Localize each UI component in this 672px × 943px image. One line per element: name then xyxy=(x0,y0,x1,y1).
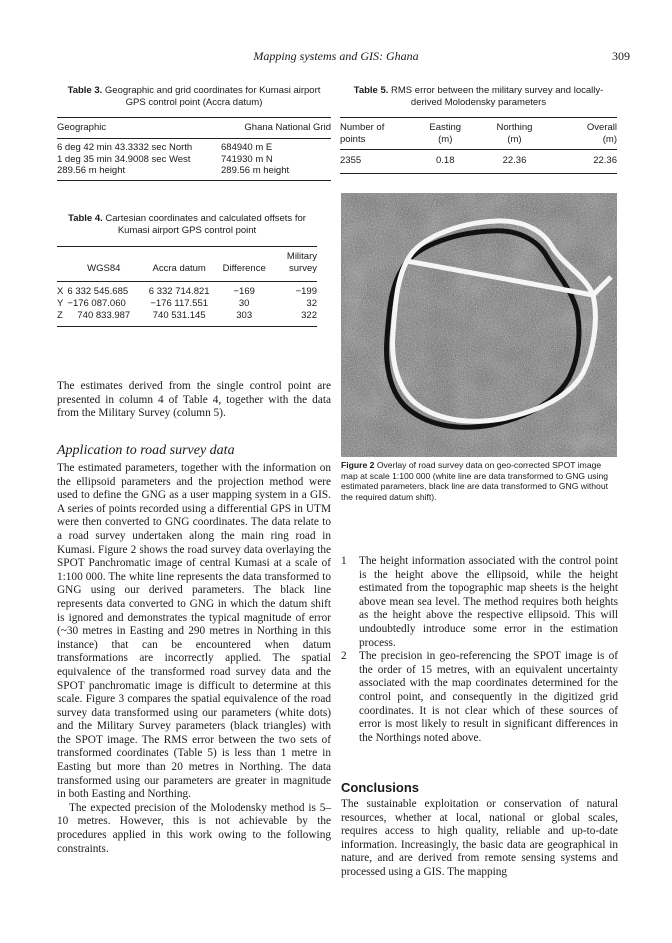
table-3-col-grid: Ghana National Grid xyxy=(244,122,331,133)
table-row xyxy=(57,165,331,177)
header-line: Overall xyxy=(586,122,617,133)
application-text xyxy=(57,462,331,856)
table-row xyxy=(57,298,317,310)
table-cell: 741930 m N xyxy=(221,153,273,165)
header-line: (m) xyxy=(602,133,617,145)
figure-2-image xyxy=(341,193,617,457)
table-4-bottom-rule xyxy=(57,326,317,327)
header-line: (m) xyxy=(438,133,453,145)
table-cell: 32 xyxy=(306,298,317,309)
table-4-col-survey: survey xyxy=(289,263,317,274)
table-3-col-geographic: Geographic xyxy=(57,122,107,133)
table-4-col-military: Military xyxy=(286,251,317,262)
table-row xyxy=(57,142,331,154)
table-4-caption-text: Cartesian coordinates and calculated offsets for Kumasi airport GPS control point xyxy=(105,213,306,236)
table-4-header xyxy=(57,251,317,275)
table-cell: 740 531.145 xyxy=(152,310,206,321)
estimates-paragraph xyxy=(57,380,331,421)
table-cell: 22.36 xyxy=(593,155,617,166)
list-item xyxy=(341,650,618,745)
table-cell: 2355 xyxy=(340,155,362,166)
table-cell: 740 833.987 xyxy=(77,310,131,321)
header-line: Northing xyxy=(496,122,533,133)
table-5-header-rule xyxy=(340,149,617,150)
table-cell: 22.36 xyxy=(502,155,527,166)
table-cell: 1 deg 35 min 34.9008 sec West xyxy=(57,153,191,165)
table-cell: X xyxy=(57,286,64,297)
paragraph-text: The estimated parameters, together with the information on the ellipsoid parameters and the projection method were used to define the GNG as a user mapping system in a GIS. A series of points recorded using a differential GPS in UTM were then converted to GNG coordinates. The data relate to a road survey undertaken along the main ring road in Kumasi. Figure 2 shows the road survey data overlaying the SPOT Panchromatic image of central Kumasi at a scale of 1:100 000. The white line represents the data transformed to GNG using our derived parameters. The black line represents data converted to GNG in which the datum shift is ignored and demonstrates the typical magnitude of error (~30 metres in Easting and 290 metres in Northing in this instance) that can be encountered when datum transformations are incorrectly applied. The spatial equivalence of the transformed road survey data and the SPOT panchromatic image is difficult to determine at this scale. Figure 3 compares the spatial equivalence of the road survey data transformed using our parameters (white dots) and the Military Survey parameters (black triangles) with the SPOT image. The RMS error between the two sets of transformed coordinates (Table 5) is less than 1 metre in Easting but more than 20 metres in Northing. The data transformed using our parameters are greater in magnitude in both Easting and Northing. xyxy=(57,462,331,801)
list-number: 2 xyxy=(341,650,347,663)
table-4-caption xyxy=(57,213,317,237)
list-item xyxy=(341,555,618,650)
figure-2-caption-text: Overlay of road survey data on geo-corrected SPOT image map at scale 1:100 000 (white line are data transformed to GNG using estimated parameters, black line are data transformed to GNG without the required datum shift). xyxy=(341,460,609,502)
table-cell: −176 117.551 xyxy=(150,298,209,309)
table-cell: −199 xyxy=(295,286,317,297)
list-number: 1 xyxy=(341,555,347,567)
table-3-label: Table 3. xyxy=(67,85,103,96)
table-cell: −176 087.060 xyxy=(67,298,126,309)
table-row xyxy=(340,155,617,167)
table-cell: 30 xyxy=(238,298,250,309)
table-4-top-rule xyxy=(57,246,317,247)
paragraph-text: The estimates derived from the single control point are presented in column 4 of Table 4, together with the data from the Military Survey (column 5). xyxy=(57,380,331,420)
header-line: points xyxy=(340,133,366,145)
table-4-label: Table 4. xyxy=(68,213,103,224)
paragraph-text: The expected precision of the Molodensky method is 5–10 metres. However, this is not achievable by the procedures applied in this work owing to the following constraints. xyxy=(57,801,331,855)
table-row xyxy=(57,286,317,298)
table-4 xyxy=(57,213,317,327)
table-4-col-difference: Difference xyxy=(222,263,266,274)
table-5-caption-text: RMS error between the military survey and locally-derived Molodensky parameters xyxy=(391,85,604,108)
table-cell: Z xyxy=(57,310,63,321)
table-5-top-rule xyxy=(340,117,617,118)
table-5-label: Table 5. xyxy=(353,85,389,96)
table-header-row xyxy=(57,251,317,263)
table-5-bottom-rule xyxy=(340,173,617,174)
table-cell: 684940 m E xyxy=(221,142,273,153)
table-5-grid xyxy=(340,122,617,145)
table-5-body xyxy=(340,155,617,167)
table-3-header-rule xyxy=(57,138,331,139)
table-header-row xyxy=(340,122,617,145)
table-cell: 0.18 xyxy=(436,155,455,166)
table-5-col-easting xyxy=(412,122,478,145)
table-4-col-accra: Accra datum xyxy=(152,263,206,274)
table-5-caption xyxy=(340,85,617,109)
table-4-col-axis xyxy=(57,263,67,275)
table-5-col-northing xyxy=(478,122,550,145)
table-4-col-wgs84: WGS84 xyxy=(87,263,121,274)
table-cell: Y xyxy=(57,298,64,309)
table-cell: 303 xyxy=(236,310,253,321)
figure-2-caption xyxy=(341,460,617,502)
running-title: Mapping systems and GIS: Ghana xyxy=(253,49,419,63)
page-number: 309 xyxy=(612,49,630,63)
conclusions-text xyxy=(341,798,618,880)
table-3-header xyxy=(57,122,331,133)
satellite-image xyxy=(341,193,617,457)
table-cell: −169 xyxy=(233,286,255,297)
table-header-row xyxy=(57,263,317,275)
table-cell: 322 xyxy=(301,310,317,321)
header-line: Easting xyxy=(429,122,462,133)
header-line: Number of xyxy=(340,122,385,133)
table-3-caption-text: Geographic and grid coordinates for Kumasi airport GPS control point (Accra datum) xyxy=(104,85,321,108)
table-5-col-overall xyxy=(551,122,618,145)
table-4-body xyxy=(57,286,317,322)
table-5-col-points xyxy=(340,122,412,145)
table-3-body xyxy=(57,142,331,177)
list-text: The height information associated with the control point is the height above the ellipsoid, while the height estimated from the topographic map sheets is the height above mean sea level. The method requires both heights as the height above the respective ellipsoid. This will undoubtedly introduce some error in the estimation process. xyxy=(359,555,618,649)
header-line: (m) xyxy=(507,133,522,145)
table-4-header-rule xyxy=(57,281,317,282)
table-3-bottom-rule xyxy=(57,180,331,181)
table-cell: 289.56 m height xyxy=(57,165,126,176)
table-5 xyxy=(340,85,617,174)
table-cell: 289.56 m height xyxy=(221,165,290,176)
table-row xyxy=(57,154,331,166)
table-3-top-rule xyxy=(57,117,331,118)
figure-2-label: Figure 2 xyxy=(341,460,375,470)
table-cell: 6 deg 42 min 43.3332 sec North xyxy=(57,142,193,153)
constraints-list xyxy=(341,555,618,745)
table-cell: 6 332 714.821 xyxy=(148,286,210,297)
table-row xyxy=(57,310,317,322)
table-cell: 6 332 545.685 xyxy=(67,286,129,297)
paragraph-text: The sustainable exploitation or conservation of natural resources, whether at local, national or global scales, requires access to high quality, reliable and up-to-date information. Increasingly, the basic data are geographical in nature, and are derived from remote sensing systems and processed using a GIS. The mapping xyxy=(341,798,618,878)
table-3 xyxy=(57,85,331,181)
section-heading: Application to road survey data xyxy=(57,443,235,458)
table-3-caption xyxy=(57,85,331,109)
conclusions-heading: Conclusions xyxy=(341,780,420,795)
list-text: The precision in geo-referencing the SPOT image is of the order of 15 metres, with an equivalent uncertainty associated with the map coordinates determined for the control point, and consequently in the digitized grid coordinates. It is not clear which of these sources of error is most likely to result in significant differences in the Northings noted above. xyxy=(359,650,618,744)
